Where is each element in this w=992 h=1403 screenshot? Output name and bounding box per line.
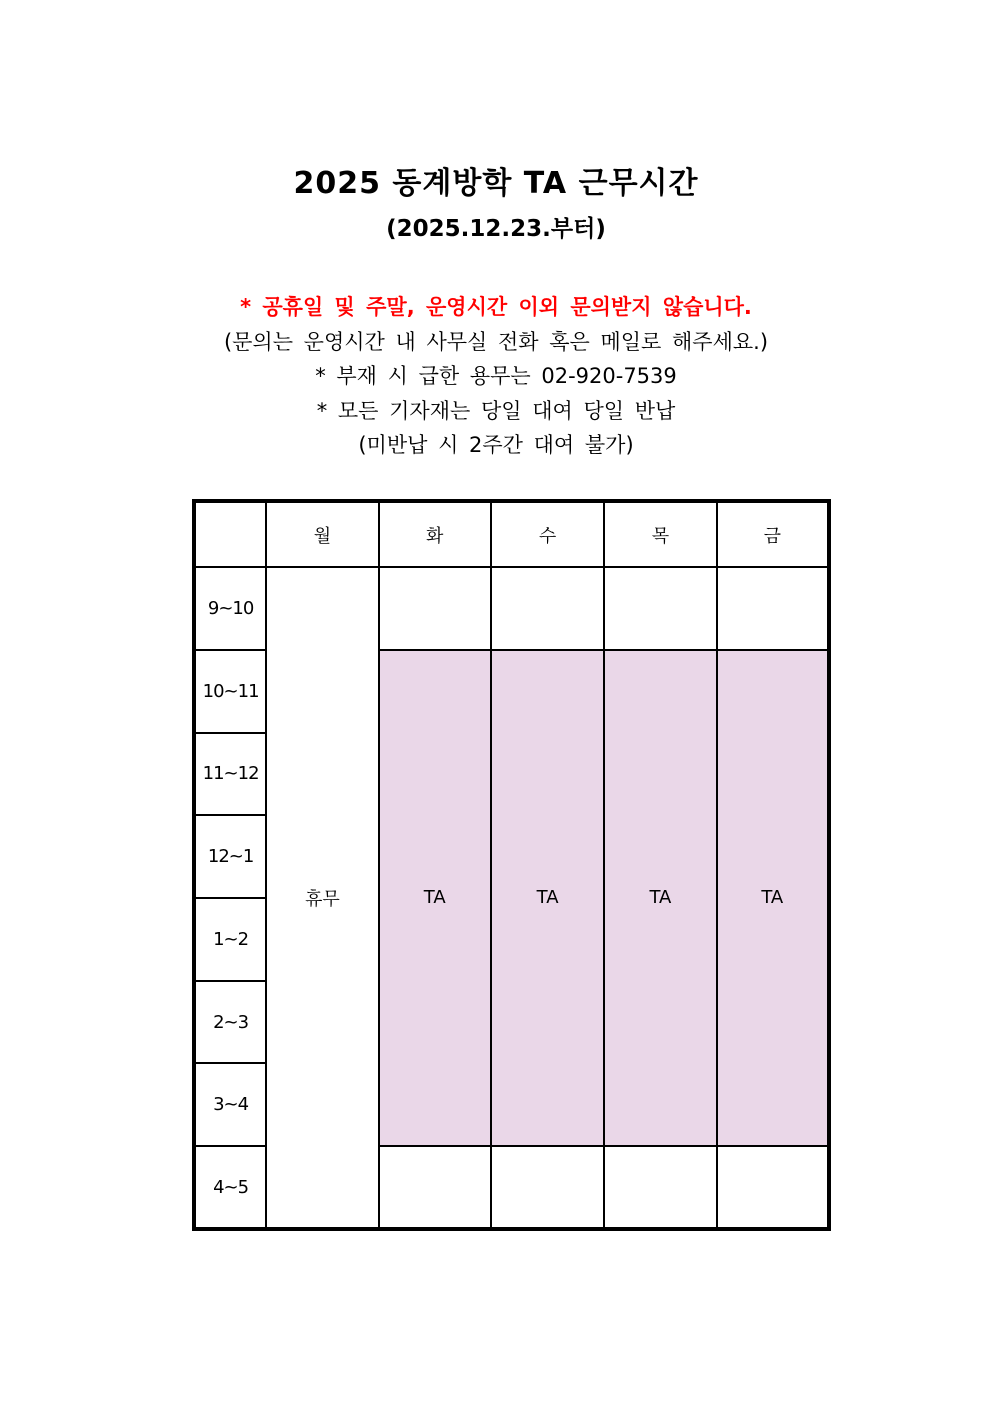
page-title: 2025 동계방학 TA 근무시간 [293,166,699,201]
ta-cell-tue: TA [379,650,491,1146]
time-label: 4~5 [194,1146,266,1229]
ta-cell-thu: TA [604,650,716,1146]
day-header-mon: 월 [266,501,378,567]
time-label: 2~3 [194,981,266,1064]
notice-urgent-phone: * 부재 시 급한 용무는 02-920-7539 [315,364,677,388]
notice-contact-method: (문의는 운영시간 내 사무실 전화 혹은 메일로 해주세요.) [223,329,769,354]
ta-cell-fri: TA [717,650,829,1146]
empty-cell [491,1146,604,1229]
time-label: 11~12 [194,733,266,816]
notice-list [0,290,992,463]
page-subtitle: (2025.12.23.부터) [386,216,606,242]
schedule-table [192,499,831,1231]
empty-cell [491,567,604,650]
empty-cell [717,1146,829,1229]
day-header-thu: 목 [604,501,716,567]
empty-cell [604,567,716,650]
ta-cell-wed: TA [491,650,604,1146]
day-header-wed: 수 [491,501,604,567]
time-label: 9~10 [194,567,266,650]
empty-cell [717,567,829,650]
day-header-fri: 금 [717,501,829,567]
empty-cell [379,1146,491,1229]
corner-cell [194,501,266,567]
notice-penalty: (미반납 시 2주간 대여 불가) [358,433,634,457]
time-label: 1~2 [194,898,266,981]
time-label: 12~1 [194,815,266,898]
notice-equipment-return: * 모든 기자재는 당일 대여 당일 반납 [316,398,676,423]
table-row [194,567,829,650]
monday-closed-cell: 휴무 [266,567,378,1229]
time-label: 3~4 [194,1063,266,1146]
empty-cell [604,1146,716,1229]
time-label: 10~11 [194,650,266,733]
notice-holiday-warning: * 공휴일 및 주말, 운영시간 이외 문의받지 않습니다. [240,295,752,319]
day-header-tue: 화 [379,501,491,567]
table-header-row [194,501,829,567]
empty-cell [379,567,491,650]
